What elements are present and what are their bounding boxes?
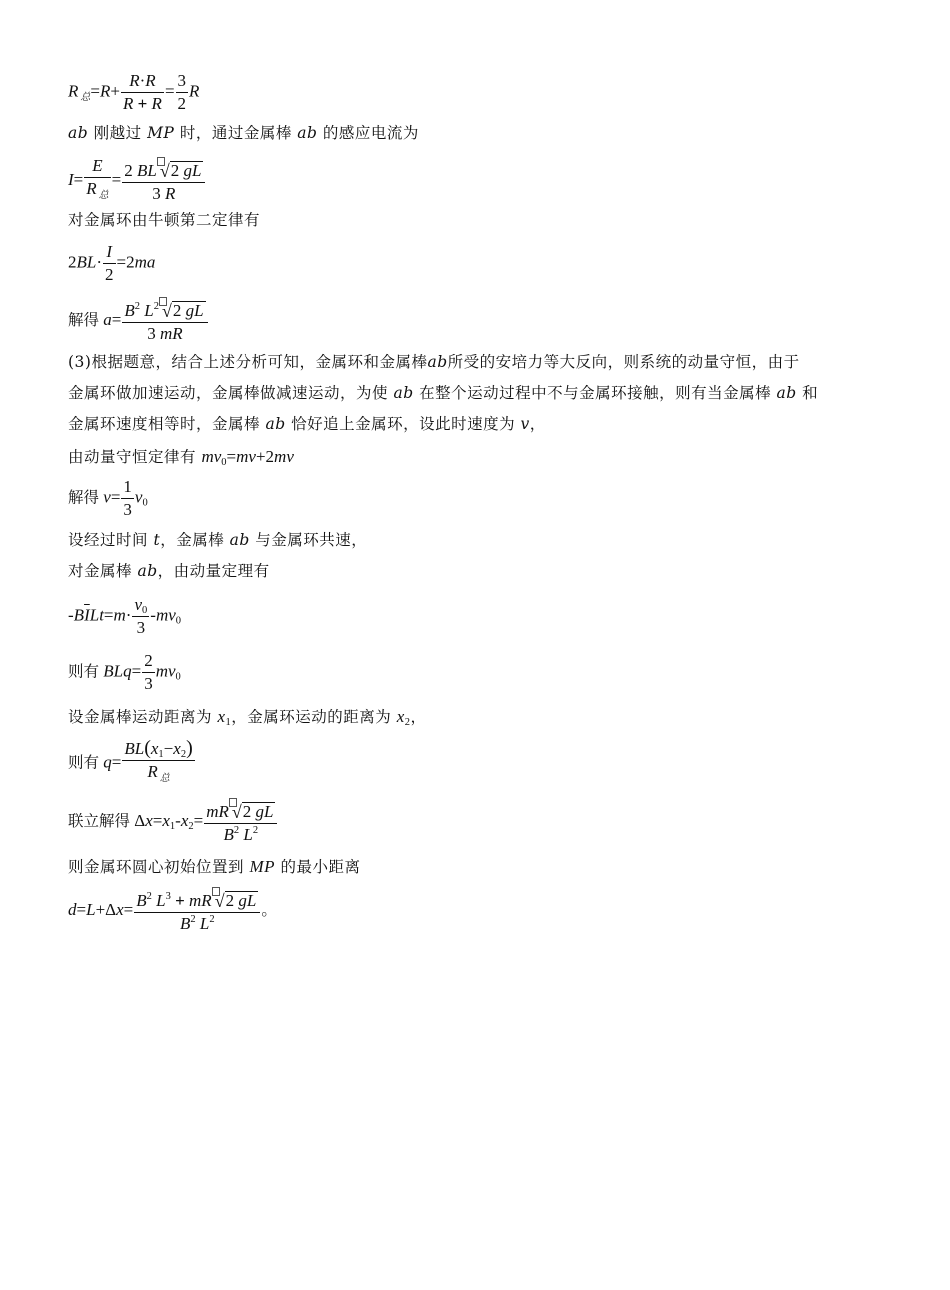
- eq-momentum-conservation: 由动量守恒定律有 $mv_0=mv+2mv$: [68, 447, 294, 468]
- text-distance: 设金属棒运动距离为 $x_1$，金属环运动的距离为 $x_2$，: [68, 707, 427, 728]
- eq-induced-current: I= $\frac{E}{R _总}$ = $\frac{2 BL √2 gL}{3 R}$: [68, 155, 206, 207]
- text-newton: 对金属环由牛顿第二定律有: [68, 211, 261, 229]
- text-part3-line1: (3)根据题意，结合上述分析可知，金属环和金属棒ab所受的安培力等大反向，则系统的动量守恒，由于: [68, 353, 800, 371]
- eq-min-distance: d=L+Δx= $\frac{B^2 L^3 + mR √2 gL}{B^2 L^2}$ 。: [68, 887, 277, 935]
- eq-total-resistance: R $_总$=R+ $\frac{R\cdot R}{R + R}$ = $\frac{3}{2}$ R: [68, 71, 200, 113]
- text-min-distance: 则金属环圆心初始位置到 MP 的最小距离: [68, 857, 361, 876]
- eq-newton: 2BL· $\frac{I}{2}$ =2ma: [68, 242, 156, 284]
- text-part3-line3: 金属环速度相等时，金属棒 ab 恰好追上金属环，设此时速度为 v，: [68, 415, 546, 433]
- text-part3-line2: 金属环做加速运动，金属棒做减速运动，为使 ab 在整个运动过程中不与金属环接触，则有当金属棒 ab 和: [68, 384, 819, 402]
- text-current-intro: ab 刚越过 MP 时，通过金属棒 ab 的感应电流为: [68, 124, 419, 142]
- text-time: 设经过时间 t，金属棒 ab 与金属环共速，: [68, 531, 368, 549]
- eq-acceleration: 解得 a= $\frac{B^2 L^2 √2 gL}{3 mR}$: [68, 297, 209, 345]
- eq-charge-distance: 则有 q= $\frac{BL(x_1-x_2)}{R _总}$: [68, 737, 193, 784]
- eq-delta-x: 联立解得 $\Delta x=x_1-x_2=$ $\frac{mR √2 gL}{B^2 L^2}$: [68, 798, 278, 846]
- eq-common-velocity: 解得 v= $\frac{1}{3}$ $v_0$: [68, 477, 148, 519]
- eq-impulse: $-B\overline{I}Lt=m\cdot$ $\frac{v_0}{3}$ $-mv_0$: [68, 595, 182, 637]
- text-impulse: 对金属棒 ab，由动量定理有: [68, 562, 270, 580]
- eq-charge: 则有 BLq= $\frac{2}{3}$ $mv_0$: [68, 651, 181, 693]
